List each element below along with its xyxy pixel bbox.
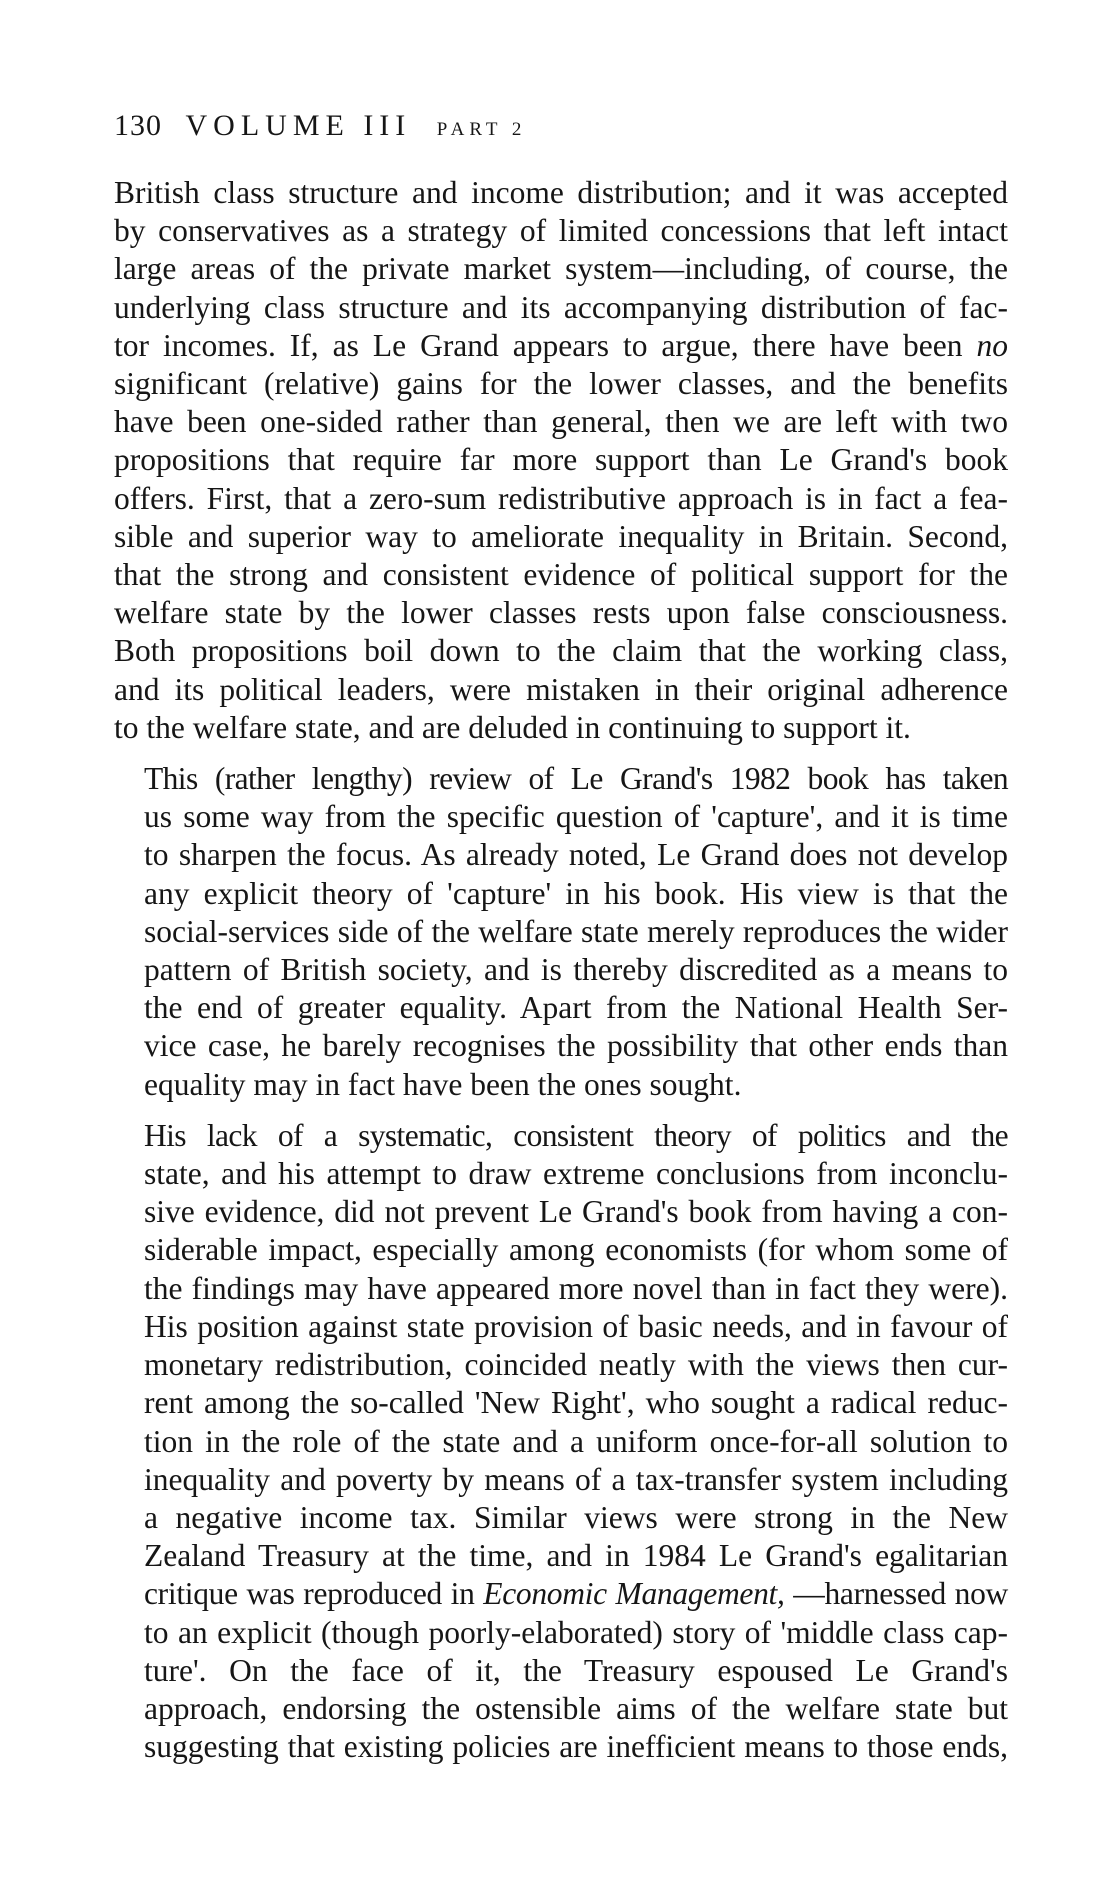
text-line: by conservatives as a strategy of limited concessions that left intact (114, 213, 1008, 249)
text-line: vice case, he barely recognises the possibility that other ends than (144, 1028, 1008, 1064)
text-line: equality may in fact have been the ones sought. (144, 1066, 742, 1102)
text-line: sive evidence, did not prevent Le Grand's book from having a con- (144, 1194, 1008, 1230)
paragraph-2 (114, 760, 1008, 1104)
text-line: have been one-sided rather than general, then we are left with two (114, 404, 1008, 440)
volume-label: VOLUME III (185, 109, 412, 142)
text-line: propositions that require far more support than Le Grand's book (114, 442, 1008, 478)
text-line: His lack of a systematic, consistent theory of politics and the (144, 1117, 1008, 1153)
text-line: pattern of British society, and is thereby discredited as a means to (144, 952, 1008, 988)
text-segment: tor incomes. If, as Le Grand appears to argue, there have been (114, 327, 977, 363)
paragraph-3 (114, 1117, 1008, 1766)
text-line: This (rather lengthy) review of Le Grand's 1982 book has taken (144, 761, 1008, 797)
text-line: to an explicit (though poorly-elaborated) story of 'middle class cap- (144, 1614, 1008, 1650)
text-line: and its political leaders, were mistaken in their original adherence (114, 671, 1008, 707)
text-line: Both propositions boil down to the claim that the working class, (114, 633, 1008, 669)
text-line: social-services side of the welfare state merely reproduces the wider (144, 913, 1008, 949)
text-line: inequality and poverty by means of a tax-transfer system including (144, 1461, 1008, 1497)
text-line: any explicit theory of 'capture' in his book. His view is that the (144, 875, 1008, 911)
text-line: siderable impact, especially among economists (for whom some of (144, 1232, 1008, 1268)
text-line: His position against state provision of basic needs, and in favour of (144, 1308, 1008, 1344)
text-line: ture'. On the face of it, the Treasury espoused Le Grand's (144, 1652, 1008, 1688)
running-head (114, 108, 1008, 148)
text-line: underlying class structure and its accompanying distribution of fac- (114, 289, 1008, 325)
text-line: large areas of the private market system—including, of course, the (114, 251, 1008, 287)
text-line: monetary redistribution, coincided neatly with the views then cur- (144, 1347, 1008, 1383)
text-line (114, 327, 1008, 365)
text-line: British class structure and income distribution; and it was accepted (114, 175, 1008, 210)
part-label: PART 2 (436, 119, 527, 140)
book-page (114, 108, 1008, 1779)
text-line: to sharpen the focus. As already noted, Le Grand does not develop (144, 837, 1008, 873)
italic-emphasis: no (976, 327, 1008, 363)
text-line: to the welfare state, and are deluded in continuing to support it. (114, 709, 911, 745)
text-segment: —harnessed now (784, 1576, 1008, 1612)
text-line: the end of greater equality. Apart from the National Health Ser- (144, 990, 1008, 1026)
text-line: sible and superior way to ameliorate inequality in Britain. Second, (114, 518, 1008, 554)
text-line: approach, endorsing the ostensible aims of the welfare state but (144, 1690, 1008, 1726)
text-line: Zealand Treasury at the time, and in 1984 Le Grand's egalitarian (144, 1538, 1008, 1574)
italic-title: Economic Management, (483, 1576, 785, 1612)
text-line: that the strong and consistent evidence of political support for the (114, 557, 1008, 593)
text-line: suggesting that existing policies are inefficient means to those ends, (144, 1729, 1008, 1765)
page-number: 130 (114, 109, 162, 142)
text-line: state, and his attempt to draw extreme conclusions from inconclu- (144, 1156, 1008, 1192)
text-line: significant (relative) gains for the lower classes, and the benefits (114, 366, 1008, 402)
text-line: us some way from the specific question of 'capture', and it is time (144, 799, 1008, 835)
text-line: the findings may have appeared more novel than in fact they were). (144, 1270, 1008, 1306)
text-line: tion in the role of the state and a uniform once-for-all solution to (144, 1423, 1008, 1459)
text-line: rent among the so-called 'New Right', who sought a radical reduc- (144, 1385, 1008, 1421)
text-line: offers. First, that a zero-sum redistributive approach is in fact a fea- (114, 480, 1008, 516)
text-line: a negative income tax. Similar views were strong in the New (144, 1499, 1008, 1535)
paragraph-1 (114, 174, 1008, 747)
text-line (114, 1575, 1008, 1613)
text-segment: critique was reproduced in (144, 1576, 484, 1612)
text-line: welfare state by the lower classes rests upon false consciousness. (114, 595, 1008, 631)
